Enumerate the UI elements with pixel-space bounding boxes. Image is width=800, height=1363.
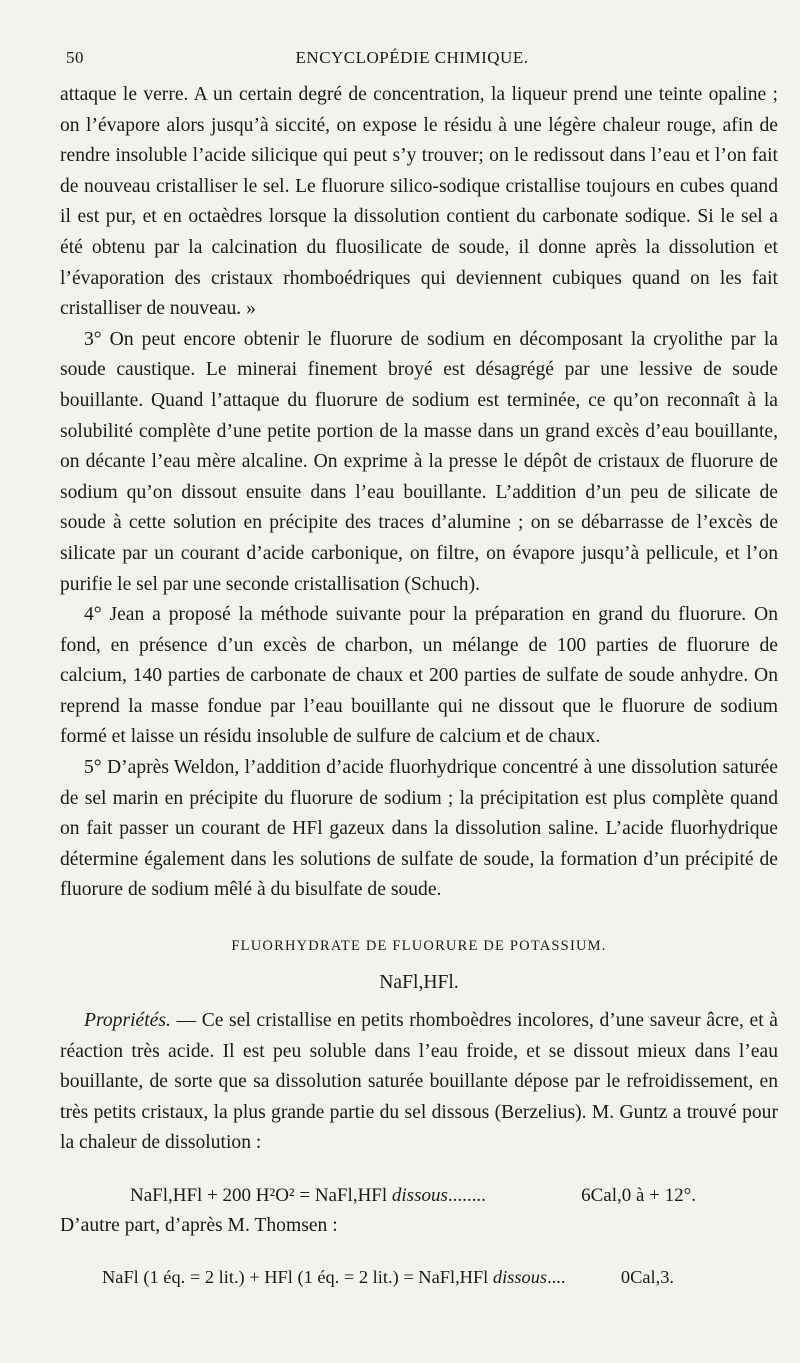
equation-thomsen-right: 0Cal,3. (620, 1266, 674, 1287)
properties-text: — Ce sel cristallise en petits rhomboèdres incolores, d’une saveur âcre, et à réaction très acide. Il est peu soluble dans l’eau froide, et se dissout mieux dans l’eau bouillante, de sorte que sa dissolution saturée bouillante dépose par le refroidissement, en très petits cristaux, la plus grande partie du sel dissous (Berzelius). M. Guntz a trouvé pour la chaleur de dissolution : (60, 1010, 778, 1154)
equation-guntz-left: NaFl,HFl + 200 H²O² = NaFl,HFl (130, 1185, 388, 1206)
paragraph-method-5: 5° D’après Weldon, l’addition d’acide fluorhydrique concentré à une dissolution saturée de sel marin en précipite du fluorure de sodium ; la précipitation est plus complète quand on fait passer un courant de HFl gazeux dans la dissolution saline. L’acide fluorhydrique détermine également dans les solutions de sulfate de soude, la formation d’un précipité de fluorure de sodium mêlé à du bisulfate de soude. (60, 757, 778, 901)
equation-thomsen (60, 1262, 778, 1292)
paragraph-method-3: 3° On peut encore obtenir le fluorure de sodium en décomposant la cryolithe par la soude caustique. Le minerai finement broyé est désagrégé par une lessive de soude bouillante. Quand l’attaque du fluorure de sodium est terminée, ce qu’on reconnaît à la solubilité complète d’une petite portion de la masse dans un grand excès d’eau bouillante, on décante l’eau mère alcaline. On exprime à la presse le dépôt de cristaux de fluorure de sodium qu’on dissout ensuite dans l’eau bouillante. L’addition d’un peu de silicate de soude à cette solution en précipite des traces d’alumine ; on se débarrasse de l’excès de silicate par un courant d’acide carbonique, on filtre, on évapore jusqu’à pellicule, et l’on purifie le sel par une seconde cristallisation (Schuch). (60, 328, 778, 595)
page-number: 50 (66, 48, 84, 67)
section-title: FLUORHYDRATE DE FLUORURE DE POTASSIUM. (231, 938, 607, 955)
equation-guntz-right: 6Cal,0 à + 12°. (581, 1185, 696, 1206)
page-header (60, 48, 764, 72)
thomsen-intro: D’autre part, d’après M. Thomsen : (60, 1215, 338, 1236)
equation-guntz (60, 1181, 778, 1211)
equation-guntz-dots: ........ (447, 1185, 486, 1206)
equation-thomsen-left: NaFl (1 éq. = 2 lit.) + HFl (1 éq. = 2 lit.) = NaFl,HFl (102, 1266, 489, 1287)
equation-thomsen-dissous: dissous (488, 1266, 548, 1287)
section-formula: NaFl,HFl. (379, 972, 459, 994)
paragraph-properties (60, 1006, 778, 1159)
page-body (60, 80, 778, 1292)
equation-guntz-dissous: dissous (387, 1185, 448, 1206)
paragraph-continuation: attaque le verre. A un certain degré de concentration, la liqueur prend une teinte opaline ; on l’évapore alors jusqu’à siccité, on expose le résidu à une légère chaleur rouge, afin de rendre insoluble l’acide silicique qui peut s’y trouver; on le redissout dans l’eau et l’on fait de nouveau cristalliser le sel. Le fluorure silico-sodique cristallise toujours en cubes quand il est pur, et en octaèdres lorsque la dissolution contient du carbonate sodique. Si le sel a été obtenu par la calcination du fluosilicate de soude, il donne après la dissolution et l’évaporation des cristaux rhomboédriques qui deviennent cubiques quand on les fait cristalliser de nouveau. » (60, 84, 778, 320)
equation-thomsen-dots: .... (547, 1266, 566, 1287)
properties-label: Propriétés. (84, 1010, 171, 1032)
paragraph-method-4: 4° Jean a proposé la méthode suivante pour la préparation en grand du fluorure. On fond, en présence d’un excès de charbon, un mélange de 100 parties de fluorure de calcium, 140 parties de carbonate de chaux et 200 parties de sulfate de soude anhydre. On reprend la masse fondue par l’eau bouillante qui ne dissout que le fluorure de sodium formé et laisse un résidu insoluble de sulfure de calcium et de chaux. (60, 604, 778, 748)
running-title: ENCYCLOPÉDIE CHIMIQUE. (295, 48, 529, 67)
